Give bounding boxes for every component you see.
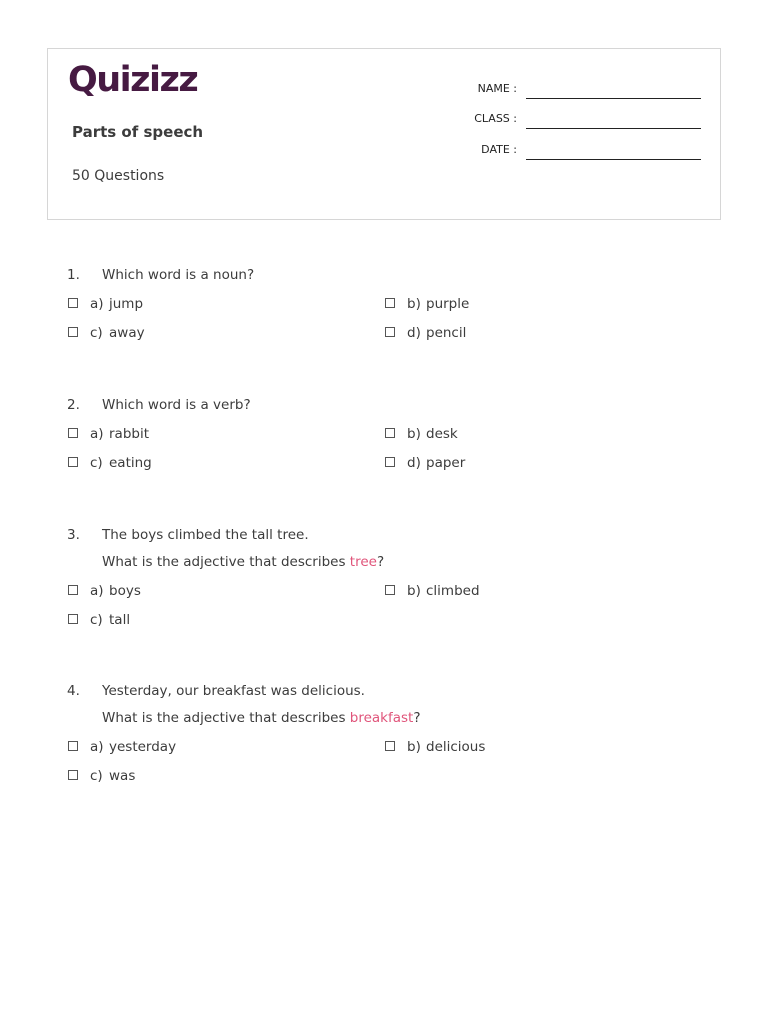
option-text: pencil xyxy=(426,325,467,341)
checkbox[interactable] xyxy=(385,428,395,438)
checkbox[interactable] xyxy=(68,770,78,780)
option-letter: b) xyxy=(407,583,421,599)
question-subtext-prefix: What is the adjective that describes xyxy=(102,554,350,570)
option-text: eating xyxy=(109,455,152,471)
date-line[interactable] xyxy=(526,159,701,160)
question-subtext-suffix: ? xyxy=(413,710,421,726)
option-text: tall xyxy=(109,612,131,628)
checkbox[interactable] xyxy=(385,741,395,751)
class-label: CLASS : xyxy=(474,112,517,125)
option-text: paper xyxy=(426,455,466,471)
worksheet-header xyxy=(47,48,721,220)
option-letter: a) xyxy=(90,426,104,442)
option-letter: d) xyxy=(407,455,421,471)
option-text: jump xyxy=(109,296,144,312)
option-text: yesterday xyxy=(109,739,177,755)
option-text: away xyxy=(109,325,145,341)
question-number: 3. xyxy=(67,527,80,543)
option-text: delicious xyxy=(426,739,486,755)
highlighted-word: tree xyxy=(349,554,377,570)
option-letter: c) xyxy=(90,455,103,471)
option-letter: c) xyxy=(90,325,103,341)
option-text: was xyxy=(109,768,136,784)
class-line[interactable] xyxy=(526,128,701,129)
option-text: boys xyxy=(109,583,141,599)
checkbox[interactable] xyxy=(385,457,395,467)
question-count: 50 Questions xyxy=(72,168,165,184)
checkbox[interactable] xyxy=(385,327,395,337)
class-field[interactable] xyxy=(448,110,702,130)
option-text: climbed xyxy=(426,583,480,599)
checkbox[interactable] xyxy=(68,614,78,624)
option-letter: b) xyxy=(407,426,421,442)
option-letter: b) xyxy=(407,739,421,755)
question-text: Which word is a noun? xyxy=(102,267,255,283)
question-text: The boys climbed the tall tree. xyxy=(102,527,309,543)
checkbox[interactable] xyxy=(68,457,78,467)
option-text: desk xyxy=(426,426,458,442)
option-text: rabbit xyxy=(109,426,150,442)
question-text: Which word is a verb? xyxy=(102,397,251,413)
option-text: purple xyxy=(426,296,470,312)
name-label: NAME : xyxy=(477,82,517,95)
question-subtext xyxy=(102,710,421,726)
question-number: 2. xyxy=(67,397,80,413)
question-subtext-prefix: What is the adjective that describes xyxy=(102,710,350,726)
option-letter: a) xyxy=(90,583,104,599)
checkbox[interactable] xyxy=(385,298,395,308)
quizizz-logo: Quizizz xyxy=(68,60,198,100)
checkbox[interactable] xyxy=(68,327,78,337)
highlighted-word: breakfast xyxy=(349,710,414,726)
worksheet-title: Parts of speech xyxy=(72,123,204,141)
question-subtext xyxy=(102,554,384,570)
question-number: 1. xyxy=(67,267,80,283)
checkbox[interactable] xyxy=(385,585,395,595)
option-letter: d) xyxy=(407,325,421,341)
option-letter: a) xyxy=(90,296,104,312)
checkbox[interactable] xyxy=(68,298,78,308)
checkbox[interactable] xyxy=(68,428,78,438)
option-letter: c) xyxy=(90,768,103,784)
name-line[interactable] xyxy=(526,98,701,99)
question-subtext-suffix: ? xyxy=(376,554,385,570)
option-letter: c) xyxy=(90,612,103,628)
option-letter: b) xyxy=(407,296,421,312)
date-label: DATE : xyxy=(481,143,517,156)
checkbox[interactable] xyxy=(68,585,78,595)
name-field[interactable] xyxy=(448,80,702,100)
date-field[interactable] xyxy=(448,141,702,161)
checkbox[interactable] xyxy=(68,741,78,751)
question-text: Yesterday, our breakfast was delicious. xyxy=(102,683,365,699)
question-number: 4. xyxy=(67,683,80,699)
option-letter: a) xyxy=(90,739,104,755)
